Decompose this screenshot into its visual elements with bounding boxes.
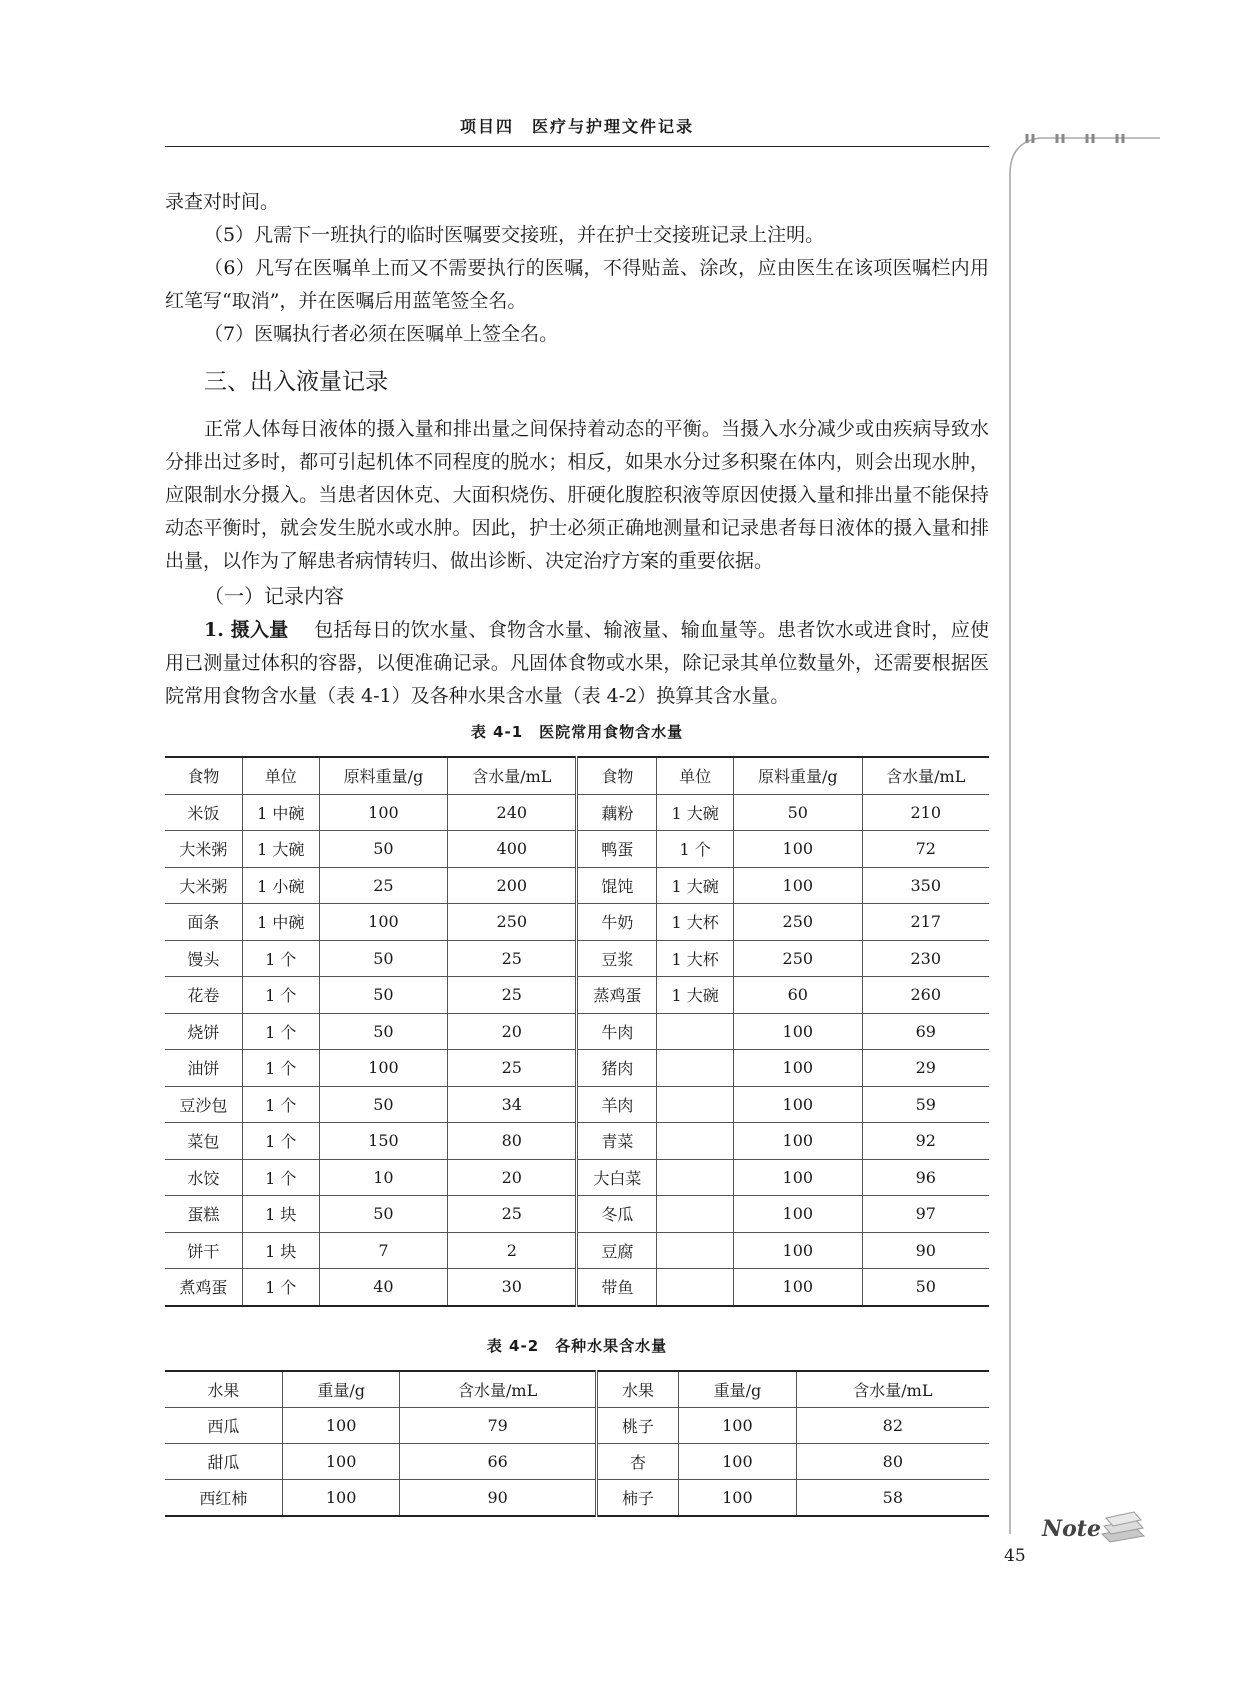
- table-cell: 1 大碗: [657, 794, 734, 831]
- section-paragraph: 正常人体每日液体的摄入量和排出量之间保持着动态的平衡。当摄入水分减少或由疾病导致水分排出过多时，都可引起机体不同程度的脱水；相反，如果水分过多积聚在体内，则会出现水肿，应限制水分摄入。当患者因休克、大面积烧伤、肝硬化腹腔积液等原因使摄入量和排出量不能保持动态平衡时，就会发生脱水或水肿。因此，护士必须正确地测量和记录患者每日液体的摄入量和排出量，以作为了解患者病情转归、做出诊断、决定治疗方案的重要依据。: [165, 418, 989, 572]
- table-row: [165, 1443, 989, 1479]
- table-cell: 带鱼: [577, 1269, 657, 1306]
- table-cell: 100: [734, 1050, 862, 1087]
- table-cell: 100: [282, 1407, 400, 1443]
- table-cell: 50: [319, 831, 447, 868]
- table-cell: 油饼: [165, 1050, 242, 1087]
- table-cell: 牛肉: [577, 1013, 657, 1050]
- table-cell: 馄饨: [577, 867, 657, 904]
- table-cell: 50: [734, 794, 862, 831]
- table-row: [165, 1269, 989, 1306]
- table-cell: 250: [734, 940, 862, 977]
- table-cell: 鸭蛋: [577, 831, 657, 868]
- table-cell: 水饺: [165, 1159, 242, 1196]
- table-cell: 230: [862, 940, 989, 977]
- table-cell: [657, 1232, 734, 1269]
- table-cell: 西瓜: [165, 1407, 282, 1443]
- table-cell: 100: [679, 1407, 797, 1443]
- table-cell: 50: [319, 1196, 447, 1233]
- table-cell: 花卷: [165, 977, 242, 1014]
- table-cell: 100: [734, 1013, 862, 1050]
- table-cell: 79: [400, 1407, 596, 1443]
- table-row: [165, 1407, 989, 1443]
- intake-label: 1. 摄入量: [204, 619, 289, 641]
- table-4-2: [165, 1370, 989, 1517]
- table-header-cell: 原料重量/g: [734, 757, 862, 794]
- table-header-row: [165, 757, 989, 794]
- table-cell: 25: [319, 867, 447, 904]
- table-cell: 50: [862, 1269, 989, 1306]
- table-cell: 杏: [596, 1443, 678, 1479]
- table-cell: 97: [862, 1196, 989, 1233]
- table-cell: 1 个: [242, 1159, 319, 1196]
- table-row: [165, 1123, 989, 1160]
- table-cell: 69: [862, 1013, 989, 1050]
- table-cell: 1 大杯: [657, 940, 734, 977]
- table-cell: 50: [319, 940, 447, 977]
- table-cell: 34: [448, 1086, 577, 1123]
- table-cell: 牛奶: [577, 904, 657, 941]
- table-cell: 豆浆: [577, 940, 657, 977]
- table-cell: 大米粥: [165, 831, 242, 868]
- table-header-cell: 单位: [657, 757, 734, 794]
- table-cell: 1 中碗: [242, 904, 319, 941]
- table-row: [165, 904, 989, 941]
- table-cell: 250: [734, 904, 862, 941]
- table-header-cell: 水果: [596, 1371, 678, 1408]
- table-cell: 30: [448, 1269, 577, 1306]
- table-header-cell: 单位: [242, 757, 319, 794]
- table-cell: 82: [796, 1407, 989, 1443]
- table-cell: 1 块: [242, 1232, 319, 1269]
- table-cell: 1 个: [657, 831, 734, 868]
- table-cell: 40: [319, 1269, 447, 1306]
- table-cell: 100: [319, 904, 447, 941]
- table-cell: [657, 1086, 734, 1123]
- table-cell: 100: [319, 1050, 447, 1087]
- table-cell: 25: [448, 977, 577, 1014]
- table-cell: 100: [734, 1086, 862, 1123]
- table-cell: 25: [448, 1050, 577, 1087]
- table-cell: [657, 1123, 734, 1160]
- table-cell: 58: [796, 1479, 989, 1516]
- table-header-cell: 含水量/mL: [796, 1371, 989, 1408]
- table-cell: 100: [734, 867, 862, 904]
- table-cell: 150: [319, 1123, 447, 1160]
- table-cell: 豆腐: [577, 1232, 657, 1269]
- table-cell: 1 个: [242, 1013, 319, 1050]
- table-header-cell: 食物: [187, 767, 220, 787]
- page-number: 45: [1004, 1546, 1026, 1566]
- page-content: [165, 186, 989, 1517]
- table-cell: 煮鸡蛋: [165, 1269, 242, 1306]
- table-cell: 80: [796, 1443, 989, 1479]
- table-cell: 350: [862, 867, 989, 904]
- table-cell: 1 小碗: [242, 867, 319, 904]
- table-cell: 260: [862, 977, 989, 1014]
- intake-paragraph: [165, 614, 989, 713]
- table-header-cell: 重量/g: [282, 1371, 400, 1408]
- paragraph: （6）凡写在医嘱单上而又不需要执行的医嘱，不得贴盖、涂改，应由医生在该项医嘱栏内用红笔写“取消”，并在医嘱后用蓝笔签全名。: [165, 257, 989, 312]
- table-cell: 100: [734, 1196, 862, 1233]
- table-cell: 100: [734, 1269, 862, 1306]
- table-cell: 72: [862, 831, 989, 868]
- table-cell: 1 块: [242, 1196, 319, 1233]
- subsection-title: （一）记录内容: [204, 584, 344, 608]
- margin-decoration-icon: [1000, 134, 1170, 1534]
- table-row: [165, 977, 989, 1014]
- table-cell: 90: [400, 1479, 596, 1516]
- table-cell: 60: [734, 977, 862, 1014]
- table-cell: [657, 1050, 734, 1087]
- table-4-1-caption: 表 4-1 医院常用食物含水量: [470, 723, 684, 741]
- table-cell: [657, 1013, 734, 1050]
- table-cell: 20: [448, 1159, 577, 1196]
- note-label: Note: [1042, 1516, 1101, 1542]
- table-cell: 1 个: [242, 1123, 319, 1160]
- paragraph: 录查对时间。: [165, 191, 280, 213]
- table-cell: 1 个: [242, 1086, 319, 1123]
- table-row: [165, 794, 989, 831]
- table-cell: 烧饼: [165, 1013, 242, 1050]
- table-cell: 100: [734, 1232, 862, 1269]
- running-header: 项目四 医疗与护理文件记录: [459, 117, 694, 136]
- table-cell: 200: [448, 867, 577, 904]
- table-cell: 25: [448, 940, 577, 977]
- table-cell: 10: [319, 1159, 447, 1196]
- table-cell: 100: [282, 1443, 400, 1479]
- table-cell: 桃子: [596, 1407, 678, 1443]
- table-row: [165, 1013, 989, 1050]
- table-cell: 400: [448, 831, 577, 868]
- table-header-cell: 含水量/mL: [400, 1371, 596, 1408]
- table-cell: [657, 1269, 734, 1306]
- table-cell: 1 个: [242, 977, 319, 1014]
- table-cell: 210: [862, 794, 989, 831]
- table-header-cell: 含水量/mL: [448, 757, 577, 794]
- table-cell: 50: [319, 1086, 447, 1123]
- note-book-icon: [1040, 1500, 1150, 1550]
- table-header-cell: 含水量/mL: [862, 757, 989, 794]
- table-cell: 2: [448, 1232, 577, 1269]
- table-cell: 羊肉: [577, 1086, 657, 1123]
- table-cell: [657, 1196, 734, 1233]
- table-row: [165, 1196, 989, 1233]
- table-cell: 240: [448, 794, 577, 831]
- table-cell: 藕粉: [577, 794, 657, 831]
- table-cell: 1 中碗: [242, 794, 319, 831]
- table-cell: 青菜: [577, 1123, 657, 1160]
- table-cell: 大白菜: [577, 1159, 657, 1196]
- table-cell: 50: [319, 977, 447, 1014]
- table-cell: 217: [862, 904, 989, 941]
- table-header-cell: 食物: [577, 757, 657, 794]
- table-row: [165, 1086, 989, 1123]
- table-cell: 柿子: [596, 1479, 678, 1516]
- table-cell: 甜瓜: [165, 1443, 282, 1479]
- table-row: [165, 940, 989, 977]
- paragraph: （7）医嘱执行者必须在医嘱单上签全名。: [204, 323, 559, 345]
- table-row: [165, 867, 989, 904]
- table-cell: 1 大碗: [657, 867, 734, 904]
- table-cell: 100: [679, 1443, 797, 1479]
- table-row: [165, 831, 989, 868]
- intake-text: 包括每日的饮水量、食物含水量、输液量、输血量等。患者饮水或进食时，应使用已测量过体积的容器，以便准确记录。凡固体食物或水果，除记录其单位数量外，还需要根据医院常用食物含水量（表 4-1）及各种水果含水量（表 4-2）换算其含水量。: [165, 619, 989, 707]
- table-4-1: [165, 756, 989, 1307]
- table-cell: 1 大杯: [657, 904, 734, 941]
- table-header-cell: 水果: [207, 1380, 240, 1400]
- table-cell: 豆沙包: [165, 1086, 242, 1123]
- table-cell: 菜包: [165, 1123, 242, 1160]
- table-cell: 29: [862, 1050, 989, 1087]
- table-cell: 90: [862, 1232, 989, 1269]
- table-cell: 猪肉: [577, 1050, 657, 1087]
- table-cell: 100: [734, 1159, 862, 1196]
- table-cell: 大米粥: [165, 867, 242, 904]
- table-cell: 1 大碗: [242, 831, 319, 868]
- table-cell: 1 大碗: [657, 977, 734, 1014]
- table-cell: 92: [862, 1123, 989, 1160]
- paragraph: （5）凡需下一班执行的临时医嘱要交接班，并在护士交接班记录上注明。: [204, 224, 825, 246]
- table-cell: 20: [448, 1013, 577, 1050]
- table-row: [165, 1232, 989, 1269]
- table-row: [165, 1159, 989, 1196]
- table-cell: 1 个: [242, 940, 319, 977]
- table-cell: 馒头: [165, 940, 242, 977]
- table-row: [165, 1050, 989, 1087]
- table-cell: 面条: [165, 904, 242, 941]
- table-cell: 冬瓜: [577, 1196, 657, 1233]
- table-cell: 59: [862, 1086, 989, 1123]
- section-title: 三、出入液量记录: [204, 369, 388, 395]
- table-cell: 米饭: [165, 794, 242, 831]
- table-cell: 7: [319, 1232, 447, 1269]
- table-cell: 100: [734, 1123, 862, 1160]
- table-cell: 100: [282, 1479, 400, 1516]
- paragraph-group: [165, 186, 989, 351]
- table-cell: 西红柿: [165, 1479, 282, 1516]
- table-cell: 96: [862, 1159, 989, 1196]
- table-cell: 100: [679, 1479, 797, 1516]
- table-cell: 50: [319, 1013, 447, 1050]
- table-header-row: [165, 1371, 989, 1408]
- table-cell: 250: [448, 904, 577, 941]
- table-cell: 蛋糕: [165, 1196, 242, 1233]
- header-rule: [165, 146, 989, 147]
- table-header-cell: 原料重量/g: [319, 757, 447, 794]
- table-cell: 1 个: [242, 1269, 319, 1306]
- table-cell: 100: [734, 831, 862, 868]
- table-4-2-caption: 表 4-2 各种水果含水量: [486, 1336, 668, 1355]
- table-cell: [657, 1159, 734, 1196]
- table-cell: 饼干: [165, 1232, 242, 1269]
- table-cell: 80: [448, 1123, 577, 1160]
- table-cell: 蒸鸡蛋: [577, 977, 657, 1014]
- table-cell: 100: [319, 794, 447, 831]
- table-cell: 25: [448, 1196, 577, 1233]
- table-cell: 66: [400, 1443, 596, 1479]
- table-row: [165, 1479, 989, 1516]
- table-header-cell: 重量/g: [679, 1371, 797, 1408]
- table-cell: 1 个: [242, 1050, 319, 1087]
